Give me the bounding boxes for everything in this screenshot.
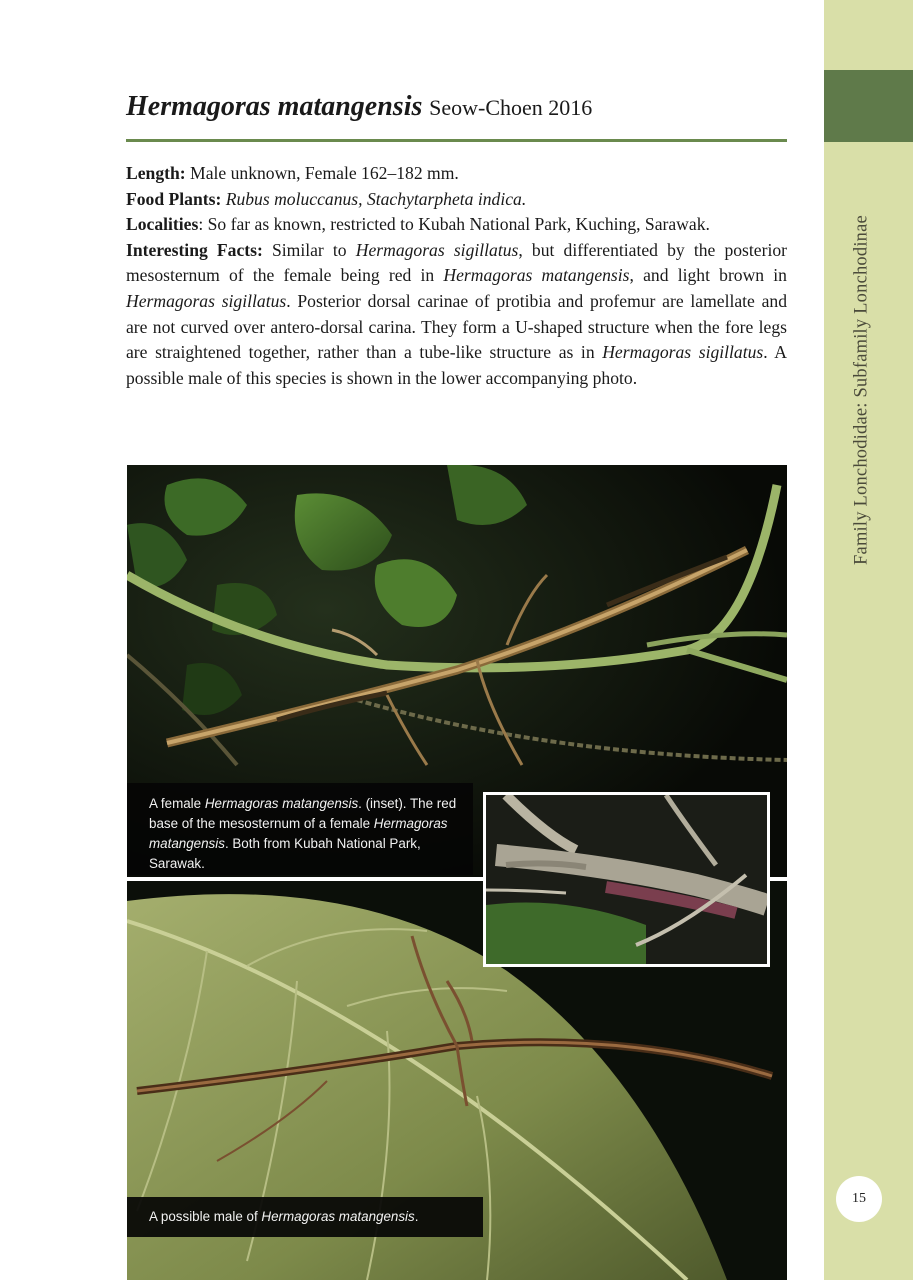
page-number: 15 xyxy=(836,1176,882,1222)
sidebar-family-label: Family Lonchodidae: Subfamily Lonchodinae xyxy=(851,215,872,565)
inset-photo-mesosternum xyxy=(483,792,770,967)
facts-text: Similar to xyxy=(262,239,356,260)
caption-possible-male xyxy=(127,1197,483,1237)
food-plants-label: Food Plants: xyxy=(126,188,222,209)
title-author: Seow-Choen 2016 xyxy=(429,95,593,120)
caption-species: Hermagoras matangensis xyxy=(261,1209,415,1224)
facts-paragraph xyxy=(126,238,787,392)
caption-text: . Both from Kubah National Park, Sarawak. xyxy=(149,836,421,871)
facts-text: . A possible male of this species is shown in the lower accompanying photo. xyxy=(126,342,787,388)
caption-species: Hermagoras matangensis xyxy=(149,816,448,851)
length-line xyxy=(126,161,787,187)
food-plants-line xyxy=(126,187,787,213)
length-label: Length: xyxy=(126,163,186,183)
facts-text: , and light brown in xyxy=(629,265,787,286)
caption-text: . xyxy=(414,1209,419,1224)
sidebar-tab-marker xyxy=(824,70,913,142)
facts-text: , but differentiated by the posterior mesosternum of the female being red in xyxy=(126,239,788,286)
localities-line xyxy=(126,212,787,238)
localities-label: Localities xyxy=(126,214,199,235)
species-description xyxy=(126,161,787,391)
facts-label: Interesting Facts: xyxy=(126,239,263,260)
length-value: Male unknown, Female 162–182 mm. xyxy=(190,163,459,183)
facts-species: Hermagoras matangensis xyxy=(443,265,630,286)
facts-text: . Posterior dorsal carinae of protibia and profemur are lamellate and are not curved over antero-dorsal carina. They form a U-shaped structure when the fore legs are straightened together, rather than a tube-like structure as in xyxy=(126,290,787,363)
caption-text: A possible male of xyxy=(149,1209,262,1224)
facts-species: Hermagoras sigillatus xyxy=(126,290,287,311)
title-scientific-name: Hermagoras matangensis xyxy=(126,91,423,122)
food-plants-value: Rubus moluccanus, Stachytarpheta indica. xyxy=(225,188,527,209)
facts-species: Hermagoras sigillatus xyxy=(355,239,519,260)
caption-text: . (inset). The red base of the mesosternum of a female xyxy=(149,796,457,831)
localities-value: : So far as known, restricted to Kubah National Park, Kuching, Sarawak. xyxy=(198,214,710,235)
facts-species: Hermagoras sigillatus xyxy=(602,342,764,363)
title-rule xyxy=(126,139,787,142)
caption-text: A female xyxy=(149,796,205,811)
caption-species: Hermagoras matangensis xyxy=(204,796,359,811)
caption-female xyxy=(127,783,473,875)
sidebar-band xyxy=(824,0,913,1280)
page-title xyxy=(126,86,592,128)
